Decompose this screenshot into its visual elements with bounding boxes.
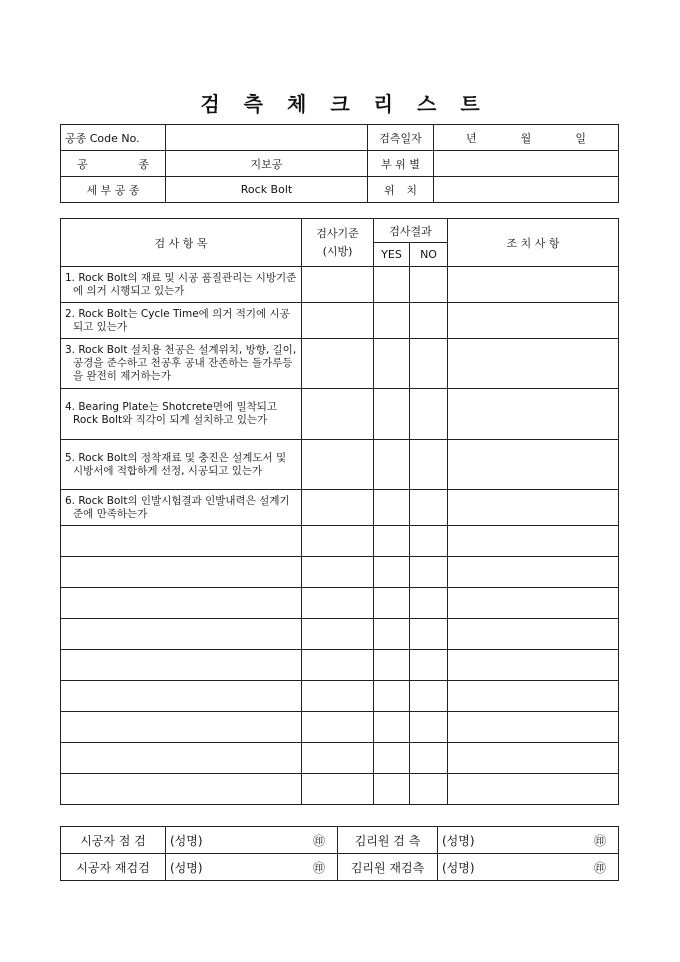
item-text: 6. Rock Bolt의 인발시험결과 인발내력은 설계기준에 만족하는가	[65, 494, 290, 520]
col-no-header: NO	[410, 243, 448, 267]
no-cell[interactable]	[410, 303, 448, 339]
table-row	[61, 303, 619, 339]
name-label: (성명)	[442, 860, 475, 875]
seal-icon: ㊞	[593, 860, 606, 875]
table-row	[61, 267, 619, 303]
empty-row	[61, 557, 619, 588]
signature-table	[60, 826, 619, 881]
title-char: 측	[243, 92, 263, 116]
action-cell[interactable]	[448, 303, 619, 339]
empty-row	[61, 650, 619, 681]
detail-value[interactable]: Rock Bolt	[166, 177, 368, 203]
item-text: 4. Bearing Plate는 Shotcrete면에 밀착되고 Rock Bolt와 직각이 되게 설치하고 있는가	[65, 401, 278, 426]
seal-icon: ㊞	[312, 833, 325, 848]
part-label: 부 위 별	[368, 151, 434, 177]
location-label: 위 치	[368, 177, 434, 203]
name-label: (성명)	[442, 833, 475, 848]
title-char: 스	[416, 92, 437, 116]
year-unit: 년	[466, 131, 477, 145]
contractor-reinspect-sign[interactable]	[166, 854, 338, 881]
item-text: 2. Rock Bolt는 Cycle Time에 의거 적기에 시공되고 있는가	[65, 307, 290, 333]
col-action-header: 조 치 사 항	[448, 219, 619, 267]
criteria-cell[interactable]	[302, 490, 374, 526]
criteria-cell[interactable]	[302, 267, 374, 303]
part-value[interactable]	[434, 151, 619, 177]
contractor-inspect-sign[interactable]	[166, 827, 338, 854]
empty-row	[61, 526, 619, 557]
item-text: 5. Rock Bolt의 정착재료 및 충진은 설계도서 및 시방서에 적합하게 선정, 시공되고 있는가	[65, 451, 287, 477]
day-unit: 일	[575, 131, 586, 145]
name-label: (성명)	[170, 860, 203, 875]
action-cell[interactable]	[448, 389, 619, 440]
title-char: 체	[287, 92, 307, 116]
no-cell[interactable]	[410, 440, 448, 490]
no-cell[interactable]	[410, 389, 448, 440]
item-text: 3. Rock Bolt 설치용 천공은 설계위치, 방향, 길이, 공경을 준수하고 천공후 공내 잔존하는 돌가루등을 완전히 제거하는가	[65, 344, 297, 382]
empty-row	[61, 681, 619, 712]
title-char: 크	[330, 92, 350, 116]
table-row	[61, 389, 619, 440]
title-char: 검	[200, 92, 220, 116]
empty-row	[61, 774, 619, 805]
contractor-inspect-label: 시공자 점 검	[61, 827, 166, 854]
action-cell[interactable]	[448, 440, 619, 490]
month-unit: 월	[520, 131, 532, 145]
supervisor-inspect-sign[interactable]	[438, 827, 619, 854]
seal-icon: ㊞	[312, 860, 325, 875]
criteria-cell[interactable]	[302, 389, 374, 440]
work-label: 공 종	[61, 151, 166, 177]
supervisor-reinspect-label: 김리원 재검측	[338, 854, 438, 881]
yes-cell[interactable]	[374, 339, 410, 389]
no-cell[interactable]	[410, 339, 448, 389]
detail-label: 세 부 공 종	[61, 177, 166, 203]
date-label: 검측일자	[368, 125, 434, 151]
page-title	[0, 88, 680, 117]
header-table	[60, 124, 619, 203]
name-label: (성명)	[170, 833, 203, 848]
item-text: 1. Rock Bolt의 재료 및 시공 품질관리는 시방기준에 의거 시행되고 있는가	[65, 271, 297, 297]
code-label: 공종 Code No.	[61, 125, 166, 151]
action-cell[interactable]	[448, 490, 619, 526]
location-value[interactable]	[434, 177, 619, 203]
criteria-cell[interactable]	[302, 440, 374, 490]
yes-cell[interactable]	[374, 303, 410, 339]
no-cell[interactable]	[410, 490, 448, 526]
yes-cell[interactable]	[374, 440, 410, 490]
yes-cell[interactable]	[374, 490, 410, 526]
title-char: 리	[373, 92, 393, 116]
checklist-table	[60, 218, 619, 805]
supervisor-reinspect-sign[interactable]	[438, 854, 619, 881]
yes-cell[interactable]	[374, 389, 410, 440]
empty-row	[61, 712, 619, 743]
col-result-header: 검사결과	[374, 219, 448, 243]
empty-row	[61, 743, 619, 774]
criteria-cell[interactable]	[302, 303, 374, 339]
empty-row	[61, 588, 619, 619]
contractor-reinspect-label: 시공자 재검검	[61, 854, 166, 881]
seal-icon: ㊞	[593, 833, 606, 848]
yes-cell[interactable]	[374, 267, 410, 303]
criteria-cell[interactable]	[302, 339, 374, 389]
table-row	[61, 490, 619, 526]
work-value[interactable]: 지보공	[166, 151, 368, 177]
action-cell[interactable]	[448, 339, 619, 389]
col-criteria-header: 검사기준 (시방)	[302, 219, 374, 267]
title-char: 트	[460, 92, 480, 116]
action-cell[interactable]	[448, 267, 619, 303]
supervisor-inspect-label: 김리원 검 측	[338, 827, 438, 854]
table-row	[61, 339, 619, 389]
code-value[interactable]	[166, 125, 368, 151]
no-cell[interactable]	[410, 267, 448, 303]
col-item-header: 검 사 항 목	[61, 219, 302, 267]
empty-row	[61, 619, 619, 650]
date-value[interactable]	[434, 125, 619, 151]
table-row	[61, 440, 619, 490]
col-yes-header: YES	[374, 243, 410, 267]
